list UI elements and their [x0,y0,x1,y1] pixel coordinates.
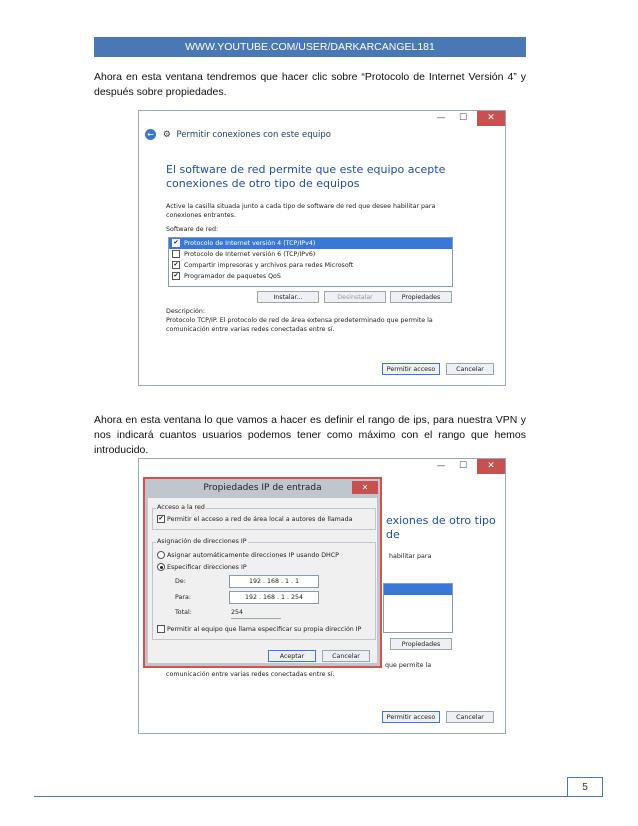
description-text: Protocolo TCP/IP. El protocolo de red de área extensa predeterminado que permite la comunicación entre varias redes conectadas entre sí. [166,317,433,333]
total-label: Total: [175,609,192,616]
network-access-checkbox[interactable]: ✔ [158,515,164,522]
description-partial: que permite la [385,662,432,669]
allow-access-button[interactable]: Permitir acceso [382,711,440,723]
ipv6-checkbox[interactable] [172,250,180,258]
list-item-ipv4[interactable] [169,238,452,249]
total-value: 254 [231,609,281,619]
dialog-body [148,498,377,663]
back-arrow-icon[interactable]: ← [145,129,156,140]
nav-title: Permitir conexiones con este equipo [176,130,331,140]
list-item-file-sharing[interactable] [169,260,452,271]
option-label: Permitir al equipo que llama especificar su propia dirección IP [167,626,362,633]
minimize-icon[interactable]: — [436,461,446,471]
allow-connections-window [138,110,506,386]
software-list-partial [383,583,453,633]
software-label: Software de red: [166,226,219,233]
dialog-heading-partial: exiones de otro tipo de [386,514,496,541]
dhcp-radio-row[interactable] [157,551,339,561]
caller-ip-row[interactable] [157,625,361,635]
properties-button[interactable]: Propiedades [390,291,452,303]
description-text: comunicación entre varias redes conectadas entre sí. [166,671,335,678]
description-label: Descripción: [166,308,205,315]
properties-button[interactable]: Propiedades [390,638,452,650]
instruction-partial: habilitar para [389,553,432,560]
list-item-label: Compartir impresoras y archivos para redes Microsoft [184,262,354,269]
install-button[interactable]: Instalar... [257,291,319,303]
network-icon: ⚙ [162,130,171,140]
close-icon[interactable]: ✕ [352,481,378,494]
network-access-row[interactable] [157,515,353,525]
list-item-label: Protocolo de Internet versión 4 (TCP/IPv4) [184,240,316,247]
uninstall-button[interactable]: Desinstalar [324,291,386,303]
software-list [168,237,453,287]
network-access-group [152,504,376,530]
nav-row [145,129,331,145]
file-sharing-checkbox[interactable]: ✔ [173,261,179,268]
ipv4-checkbox[interactable]: ✔ [173,239,179,246]
group-title: Acceso a la red [157,504,205,511]
minimize-icon[interactable]: — [436,113,446,123]
qos-checkbox[interactable]: ✔ [173,272,179,279]
list-item-ipv6[interactable] [169,249,452,260]
option-label: Permitir el acceso a red de área local a autores de llamada [167,516,353,523]
maximize-icon[interactable]: ☐ [458,113,468,123]
close-icon[interactable]: ✕ [477,111,505,126]
option-label: Especificar direcciones IP [167,564,247,571]
instruction-text: Active la casilla situada junto a cada tipo de software de red que desee habilitar para conexiones entrantes. [166,203,436,219]
cancel-button[interactable]: Cancelar [446,363,494,375]
cancel-button[interactable]: Cancelar [322,650,370,662]
caller-ip-checkbox[interactable] [157,625,165,633]
list-item-label: Programador de paquetes QoS [184,273,281,280]
ip-properties-dialog [143,477,382,668]
paragraph-2: Ahora en esta ventana lo que vamos a hacer es definir el rango de ips, para nuestra VPN y nos indicará cuantos usuarios podemos tener como máximo con el rango que hemos introducido. [94,414,526,456]
page-number: 5 [567,777,603,797]
group-title: Asignación de direcciones IP [157,538,247,545]
header-banner: WWW.YOUTUBE.COM/USER/DARKARCANGEL181 [94,37,526,57]
to-label: Para: [175,594,191,601]
from-label: De: [175,578,186,585]
allow-access-button[interactable]: Permitir acceso [382,363,440,375]
dhcp-radio[interactable] [157,551,165,559]
paragraph-1: Ahora en esta ventana tendremos que hacer clic sobre “Protocolo de Internet Versión 4” y después sobre propiedades. [94,71,526,98]
to-ip-field[interactable]: 192 . 168 . 1 . 254 [229,591,319,604]
from-ip-field[interactable]: 192 . 168 . 1 . 1 [229,575,319,588]
close-icon[interactable]: ✕ [477,459,505,474]
dialog-title: Propiedades IP de entrada [203,483,322,493]
maximize-icon[interactable]: ☐ [458,461,468,471]
option-label: Asignar automáticamente direcciones IP usando DHCP [167,552,339,559]
accept-button[interactable]: Aceptar [268,650,316,662]
specify-radio[interactable] [157,563,165,571]
specify-radio-row[interactable] [157,563,247,573]
footer-divider [34,796,603,797]
list-item-selected[interactable] [384,584,452,595]
list-item-qos[interactable] [169,271,452,282]
list-item-label: Protocolo de Internet versión 6 (TCP/IPv6) [184,251,316,258]
dialog-heading: El software de red permite que este equipo acepte conexiones de otro tipo de equipos [166,163,446,190]
cancel-button[interactable]: Cancelar [446,711,494,723]
ip-assignment-group [152,538,376,640]
